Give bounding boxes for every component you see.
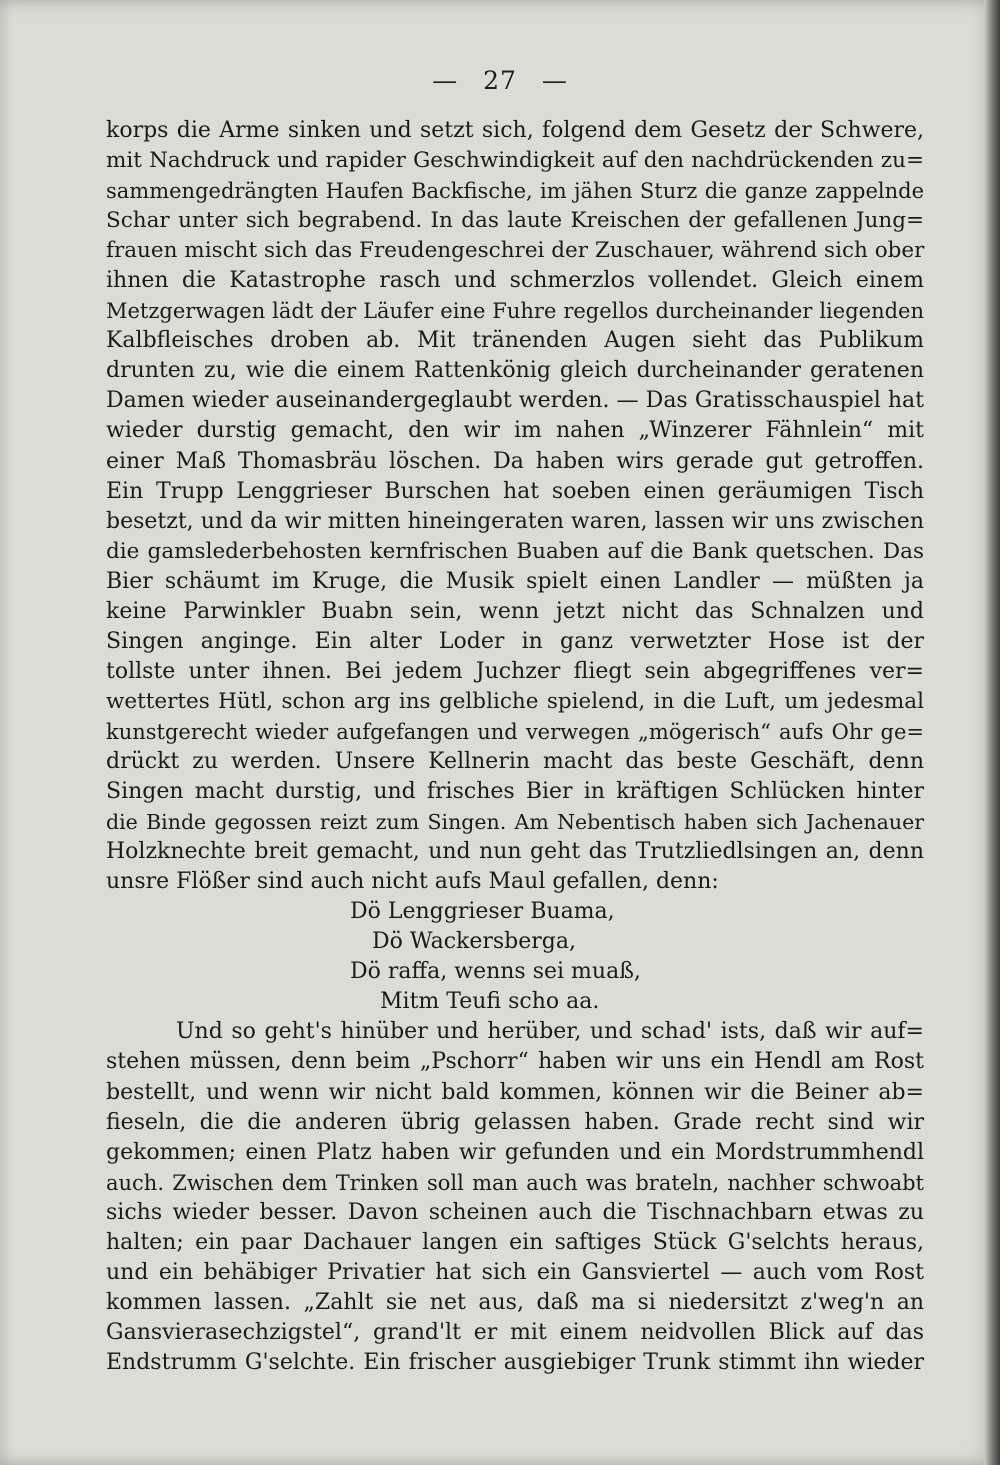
verse	[106, 897, 924, 1017]
text-line: und ein behäbiger Privatier hat sich ein Gansviertel — auch vom Rost	[106, 1259, 924, 1285]
paragraph-2	[106, 1017, 924, 1378]
text-line: bestellt, und wenn wir nicht bald kommen, können wir die Beiner ab=	[106, 1079, 924, 1105]
text-line: keine Parwinkler Buabn sein, wenn jetzt nicht das Schnalzen und	[106, 598, 924, 624]
page-number: — 27 —	[432, 66, 568, 95]
text-line: Ein Trupp Lenggrieser Burschen hat soeben einen geräumigen Tisch	[106, 478, 924, 504]
text-line: sammengedrängten Haufen Backfische, im jähen Sturz die ganze zappelnde	[106, 179, 924, 204]
text-line: korps die Arme sinken und setzt sich, folgend dem Gesetz der Schwere,	[106, 118, 924, 143]
text-line: mit Nachdruck und rapider Geschwindigkeit auf den nachdrückenden zu=	[106, 148, 924, 174]
verse-line: Dö Wackersberga,	[372, 929, 576, 955]
text-line: auch. Zwischen dem Trinken soll man auch was brateln, nachher schwoabt	[106, 1170, 924, 1195]
text-line: Singen macht durstig, und frisches Bier in kräftigen Schlücken hinter	[106, 779, 924, 805]
text-line: Metzgerwagen lädt der Läufer eine Fuhre regellos durcheinander liegenden	[106, 299, 924, 324]
text-line: frauen mischt sich das Freudengeschrei der Zuschauer, während sich ober	[106, 238, 925, 264]
text-line: sichs wieder besser. Davon scheinen auch die Tischnachbarn etwas zu	[106, 1199, 924, 1225]
text-line: Holzknechte breit gemacht, und nun geht das Trutzliedlsingen an, denn	[106, 839, 924, 865]
text-line: besetzt, und da wir mitten hineingeraten waren, lassen wir uns zwischen	[106, 508, 924, 534]
verse-line: Dö Lenggrieser Buama,	[350, 899, 615, 925]
text-line: Schar unter sich begrabend. In das laute Kreischen der gefallenen Jung=	[106, 208, 924, 234]
page-edge-shadow	[984, 0, 1000, 1465]
verse-line: Dö raffa, wenns sei muaß,	[350, 959, 641, 985]
verse-line: Mitm Teufi scho aa.	[380, 989, 600, 1015]
text-line: halten; ein paar Dachauer langen ein saftiges Stück G'selchts heraus,	[106, 1229, 924, 1255]
text-line: Damen wieder auseinandergeglaubt werden. — Das Gratisschauspiel hat	[106, 388, 924, 414]
text-line: kunstgerecht wieder aufgefangen und verwegen „mögerisch“ aufs Ohr ge=	[106, 719, 924, 744]
body-text	[106, 116, 924, 1378]
text-line: die Binde gegossen reizt zum Singen. Am Nebentisch haben sich Jachenauer	[106, 810, 924, 835]
text-line: fieseln, die die anderen übrig gelassen haben. Grade recht sind wir	[106, 1109, 924, 1135]
text-line: wettertes Hütl, schon arg ins gelbliche spielend, in die Luft, um jedesmal	[106, 688, 924, 714]
text-line: Singen anginge. Ein alter Loder in ganz verwetzter Hose ist der	[106, 628, 924, 654]
text-line: kommen lassen. „Zahlt sie net aus, daß ma si niedersitzt z'weg'n an	[106, 1289, 924, 1315]
text-line: Endstrumm G'selchte. Ein frischer ausgiebiger Trunk stimmt ihn wieder	[106, 1349, 924, 1375]
text-line: Bier schäumt im Kruge, die Musik spielt einen Landler — müßten ja	[106, 568, 924, 594]
text-line: drückt zu werden. Unsere Kellnerin macht das beste Geschäft, denn	[106, 748, 924, 774]
paragraph-1	[106, 116, 924, 897]
text-line: drunten zu, wie die einem Rattenkönig gleich durcheinander geratenen	[106, 358, 924, 384]
text-line: einer Maß Thomasbräu löschen. Da haben wirs gerade gut getroffen.	[106, 448, 924, 474]
text-line: gekommen; einen Platz haben wir gefunden und ein Mordstrummhendl	[106, 1139, 924, 1165]
text-line: Und so geht's hinüber und herüber, und schad' ists, daß wir auf=	[176, 1019, 924, 1045]
text-line: Gansvierasechzigstel“, grand'lt er mit einem neidvollen Blick auf das	[106, 1319, 924, 1345]
text-line: unsre Flößer sind auch nicht aufs Maul gefallen, denn:	[106, 869, 719, 895]
text-line: tollste unter ihnen. Bei jedem Juchzer fliegt sein abgegriffenes ver=	[106, 658, 924, 684]
text-line: die gamslederbehosten kernfrischen Buaben auf die Bank quetschen. Das	[106, 538, 924, 564]
text-line: stehen müssen, denn beim „Pschorr“ haben wir uns ein Hendl am Rost	[106, 1049, 924, 1075]
text-line: ihnen die Katastrophe rasch und schmerzlos vollendet. Gleich einem	[106, 268, 924, 294]
text-line: Kalbfleisches droben ab. Mit tränenden Augen sieht das Publikum	[106, 328, 924, 354]
text-line: wieder durstig gemacht, den wir im nahen „Winzerer Fähnlein“ mit	[106, 418, 924, 444]
